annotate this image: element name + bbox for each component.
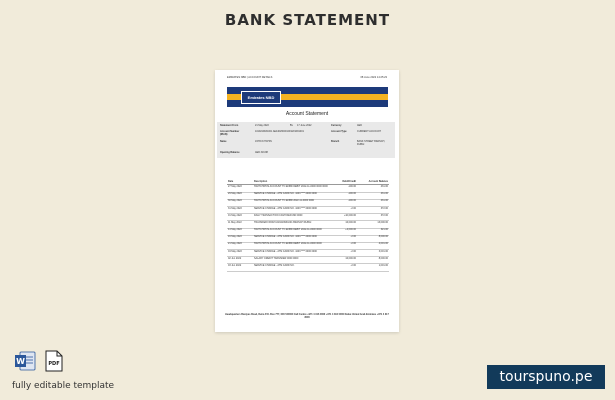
description-cell: SERVICE CHARGE - ATM CARD NO. [253,264,331,271]
currency-label: Currency [331,124,342,127]
account-number-label: Account Number (IBAN) [220,130,240,136]
date-cell: 29 May 2022 [227,192,253,199]
brand-badge[interactable]: tourspuno.pe [487,365,605,389]
opening-balance-label: Opening Balance [220,151,240,154]
description-cell: SWITCH/POS ACCOUNT TO ENBD DEBIT 2022-11-0000 0000 0000 [253,185,331,192]
description-cell: SALARY CREDIT TRANSFER 0000 0000 [253,257,331,264]
date-cell: 01 May 2022 [227,214,253,221]
description-cell: SWITCH/POS ACCOUNT TO ENBD 2022-11-0000 0000 [253,199,331,206]
table-row [227,199,389,206]
statement-footer: Headquarters Baniyas Road, Deira P.O. Box 777, 600 540000 Call Centre +971 4 316 0000 +971 4 316 0000 Dubai United Arab Emirates +971 4 317 3000 [225,313,389,319]
balance-cell: 431.00 [357,199,389,206]
debit-credit-cell: -100.00 [331,199,357,206]
description-cell: SWITCH/POS ACCOUNT TO ENBD DEBIT 2022-11-0000 0000 [253,228,331,235]
table-row [227,221,389,228]
date-cell: 16 May 2022 [227,235,253,242]
debit-credit-cell: -100.00 [331,185,357,192]
col-debit-credit-header: Debit/Credit [331,181,357,185]
balance-cell: 3,001.00 [357,250,389,257]
name-value: JOHN KITCHIN [255,140,272,143]
word-icon [14,350,36,372]
transactions-body [227,185,389,271]
description-cell: SWITCH/POS ACCOUNT TO ENBD DEBIT 2022-11-0000 0000 [253,242,331,249]
description-cell: SERVICE CHARGE - ATM CARD NO. 4403 **** 0000 0000 [253,235,331,242]
debit-credit-cell: -2.00 [331,264,357,271]
balance-cell: 13,000.00 [357,221,389,228]
balance-cell: 372.00 [357,206,389,213]
account-type-value: CURRENT ACCOUNT [357,130,381,133]
debit-credit-cell: -2.00 [331,235,357,242]
date-cell: 21 May 2022 [227,242,253,249]
description-cell: DAILY TRANSACTION CASH REFUND 0000 [253,214,331,221]
table-row [227,228,389,235]
account-type-label: Account Type [331,130,347,133]
balance-cell: 1,001.00 [357,264,389,271]
to-label: To [290,124,293,127]
debit-credit-cell: -100.00 [331,192,357,199]
description-cell: SERVICE CHARGE - ATM CARD NO. 4403 **** 0000 0000 [253,250,331,257]
debit-credit-cell: -2.00 [331,242,357,249]
table-row [227,250,389,257]
date-cell: 14 May 2022 [227,228,253,235]
currency-value: AED [357,124,362,127]
balance-cell: 8,000.00 [357,235,389,242]
pdf-icon [44,350,64,372]
description-cell: SERVICE CHARGE - ATM CARD NO. 4403 **** 0000 0000 [253,192,331,199]
description-cell: TRANSFER FROM 1019219931001 BRANCH DUBAI [253,221,331,228]
balance-cell: 8,000.00 [357,257,389,264]
statement-from-value: 21 May 2022 [255,124,269,127]
opening-balance-value: AED 319.88 [255,151,268,154]
page-title: BANK STATEMENT [224,11,391,29]
col-description-header: Description [253,181,331,185]
account-info-box [217,122,395,158]
table-row [227,264,389,271]
branch-value: BANK STREET BRANCH, DUBAI [357,140,385,146]
to-value: 17 June 2022 [297,124,312,127]
statement-header-date: 08 June 2022 14:25:23 [360,76,387,79]
name-label: Name [220,140,227,143]
statement-header-line [227,76,387,79]
transactions-table [227,181,389,272]
statement-preview [215,70,399,332]
bank-banner [227,87,388,107]
debit-credit-cell: -2.00 [331,250,357,257]
table-row [227,192,389,199]
col-balance-header: Account Balance [357,181,389,185]
date-cell: 03 Jun 2022 [227,264,253,271]
account-number-value: 1019219931001 AE440260001019219931001 [255,130,304,133]
date-cell: 27 May 2022 [227,185,253,192]
balance-cell: 372.00 [357,214,389,221]
balance-cell: 431.00 [357,185,389,192]
debit-credit-cell: -2.00 [331,206,357,213]
debit-credit-cell: +4,000.00 [331,228,357,235]
pdf-icon-text: PDF [48,361,60,367]
balance-cell: 4,001.00 [357,242,389,249]
date-cell: 31 May 2022 [227,206,253,213]
table-row [227,257,389,264]
statement-from-label: Statement From [220,124,239,127]
date-cell: 02 Jun 2022 [227,257,253,264]
statement-title: Account Statement [285,111,329,117]
table-row [227,206,389,213]
template-caption: fully editable template [12,381,115,391]
date-cell: 30 May 2022 [227,199,253,206]
branch-label: Branch [331,140,340,143]
debit-credit-cell: +10,000.00 [331,214,357,221]
col-date-header: Date [227,181,253,185]
bank-logo: Emirates NBD [241,91,281,104]
debit-credit-cell: 10,000.00 [331,221,357,228]
table-row [227,242,389,249]
balance-cell: 431.00 [357,192,389,199]
table-row [227,185,389,192]
statement-header-left: EMIRATES NBD | ACCOUNT DETAILS [227,76,273,79]
table-row [227,214,389,221]
description-cell: SERVICE CHARGE - ATM CARD NO. 4403 **** 0000 0000 [253,206,331,213]
debit-credit-cell: 10,000.00 [331,257,357,264]
word-icon-letter: W [16,357,25,366]
date-cell: 11 May 2022 [227,221,253,228]
table-row [227,235,389,242]
date-cell: 04 May 2022 [227,250,253,257]
balance-cell: 321.00 [357,228,389,235]
